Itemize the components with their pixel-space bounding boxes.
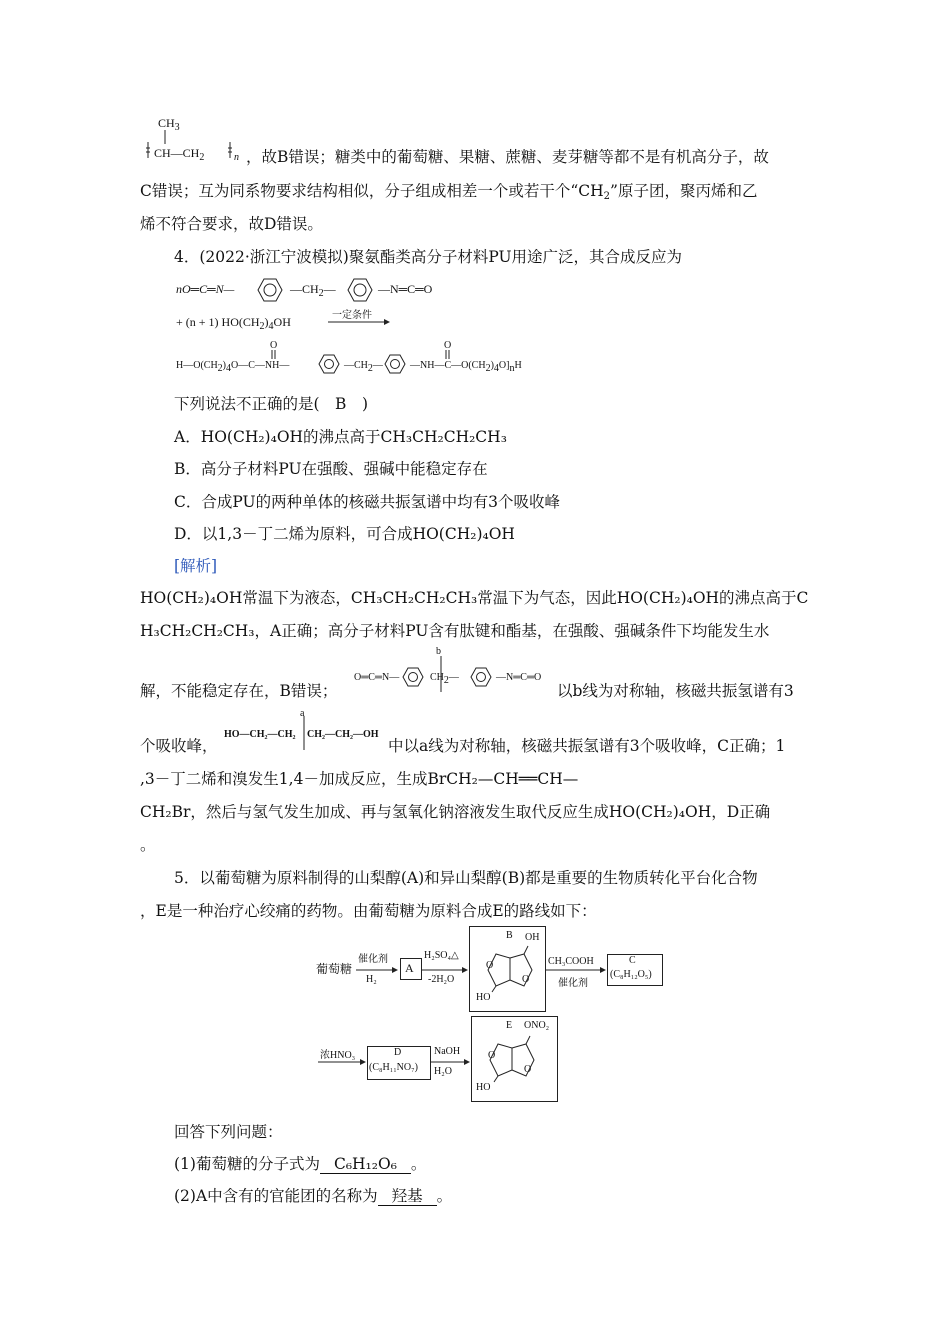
symmetry-label-a: a — [300, 708, 305, 719]
struct-b-mid: $CH_2—$ — [430, 672, 459, 686]
eq1-start: nO═C═N— — [176, 282, 235, 296]
scheme-arrow-5 — [430, 1058, 470, 1066]
analysis-line2: H₃CH₂CH₂CH₃，A正确；高分子材料PU含有肽键和酯基，在强酸、强碱条件下均能发生水 — [140, 622, 770, 640]
analysis-line4: 个吸收峰， — [140, 737, 218, 755]
top-line2: C错误；互为同系物要求结构相似，分子组成相差一个或若干个“$CH_2$”原子团，聚丙烯和乙 — [140, 182, 758, 202]
scheme-cat1: 催化剂 — [358, 954, 388, 965]
carbonyl-o-1: O — [270, 340, 278, 351]
q4-option-c: C．合成PU的两种单体的核磁共振氢谱中均有3个吸收峰 — [174, 493, 560, 511]
scheme-naoh: NaOH — [434, 1046, 461, 1057]
ch3-label: $CH_3$ — [158, 116, 180, 133]
analysis-line6: CH₂Br，然后与氢气发生加成、再与氢氧化钠溶液发生取代反应生成HO(CH₂)₄OH，D正确 — [140, 803, 771, 821]
analysis-label: [解析] — [174, 557, 218, 575]
eq1-end: —N═C═O — [378, 282, 433, 296]
eq2: + (n + 1) $HO(CH_2)_4OH$ — [176, 315, 291, 332]
q4-option-a: A．HO(CH₂)₄OH的沸点高于CH₃CH₂CH₂CH₃ — [174, 428, 507, 446]
scheme-hno3: 浓HNO₃ — [320, 1050, 356, 1061]
product-left: $H—O(CH_2)_4O—C—NH—$ — [176, 360, 290, 374]
scheme-e-ho: HO — [476, 1082, 491, 1093]
scheme-b-oh: OH — [525, 932, 540, 943]
symmetry-axis-a — [302, 716, 306, 750]
q5-answer-intro: 回答下列问题： — [174, 1123, 283, 1141]
analysis-line7: 。 — [140, 836, 156, 854]
benzene-ring-icon — [466, 666, 496, 688]
benzene-ring-icon — [398, 666, 428, 688]
ring-o-1: O — [486, 960, 494, 971]
struct-a-right: CH₂—CH₂—OH — [307, 729, 379, 740]
product-right: $—NH—C—O(CH_2)_4O]_nH$ — [410, 360, 522, 374]
scheme-cat2: 催化剂 — [558, 978, 588, 989]
ring-o-3: O — [488, 1050, 496, 1061]
scheme-c: C — [629, 955, 636, 966]
q4-question: 下列说法不正确的是( B ) — [174, 395, 368, 413]
analysis-line3b: 以b线为对称轴，核磁共振氢谱有3 — [557, 682, 794, 700]
scheme-a: A — [405, 961, 414, 975]
scheme-arrow-4 — [318, 1058, 366, 1066]
scheme-arrow-1 — [356, 966, 398, 974]
symmetry-label-b: b — [436, 646, 441, 657]
q5-sub1: (1)葡萄糖的分子式为 C₆H₁₂O₆ 。 — [174, 1155, 427, 1173]
benzene-ring-icon — [380, 353, 410, 375]
top-line1: ，故B错误；糖类中的葡萄糖、果糖、蔗糖、麦芽糖等都不是有机高分子，故 — [246, 148, 769, 166]
benzene-ring-icon — [250, 276, 290, 304]
scheme-e: E — [506, 1020, 513, 1031]
struct-a-left: HO—CH₂—CH₂ — [224, 729, 296, 740]
top-line3: 烯不符合要求，故D错误。 — [140, 215, 323, 233]
scheme-arrow-3 — [546, 966, 606, 974]
q5-stem1: 5．以葡萄糖为原料制得的山梨醇(A)和异山梨醇(B)都是重要的生物质转化平台化合物 — [174, 869, 758, 887]
analysis-line5: ,3－丁二烯和溴发生1,4－加成反应，生成BrCH₂—CH══CH— — [140, 770, 579, 788]
scheme-e-ono2: ONO₂ — [524, 1020, 550, 1031]
scheme-b: B — [506, 930, 513, 941]
carbonyl-bonds — [270, 350, 470, 360]
polymer-n: n — [234, 152, 239, 163]
analysis-line4b: 中以a线为对称轴，核磁共振氢谱有3个吸收峰，C正确；1 — [388, 737, 786, 755]
analysis-line3: 解，不能稳定存在，B错误； — [140, 682, 338, 700]
scheme-h2so4: H₂SO₄△ — [424, 950, 459, 961]
scheme-h2o: H₂O — [434, 1066, 452, 1077]
q5-stem2: ，E是一种治疗心绞痛的药物。由葡萄糖为原料合成E的路线如下： — [140, 902, 597, 920]
scheme-b-ho: HO — [476, 992, 491, 1003]
benzene-ring-icon — [340, 276, 380, 304]
analysis-line1: HO(CH₂)₄OH常温下为液态，CH₃CH₂CH₂CH₃常温下为气态，因此HO(CH₂)₄OH的沸点高于C — [140, 589, 809, 607]
product-ch2: $—CH_2—$ — [344, 360, 383, 374]
q4-stem: 4．(2022·浙江宁波模拟)聚氨酯类高分子材料PU用途广泛，其合成反应为 — [174, 248, 683, 266]
benzene-ring-icon — [314, 353, 344, 375]
scheme-arrow-2 — [422, 966, 468, 974]
struct-b-right: —N═C═O — [496, 672, 542, 683]
polypropylene-chain: $CH—CH_2$ — [154, 146, 205, 163]
q4-option-d: D．以1,3－丁二烯为原料，可合成HO(CH₂)₄OH — [174, 525, 515, 543]
carbonyl-o-2: O — [444, 340, 452, 351]
sub2-answer: 羟基 — [378, 1187, 437, 1206]
scheme-c-formula: (C₈H₁₂O₅) — [610, 969, 652, 980]
scheme-h2: H₂ — [366, 974, 377, 985]
scheme-ch3cooh: CH₃COOH — [548, 956, 594, 967]
reaction-arrow — [328, 318, 390, 326]
reaction-condition: 一定条件 — [332, 310, 372, 321]
scheme-glucose: 葡萄糖 — [316, 962, 353, 976]
scheme-d: D — [394, 1047, 402, 1058]
q5-sub2: (2)A中含有的官能团的名称为 羟基 。 — [174, 1187, 453, 1205]
struct-b-left: O═C═N— — [354, 672, 400, 683]
ring-o-2: O — [522, 974, 530, 985]
eq1-ch2: $—CH_2—$ — [290, 282, 336, 299]
q4-option-b: B．高分子材料PU在强酸、强碱中能稳定存在 — [174, 460, 488, 478]
scheme-minus-water: -2H₂O — [428, 974, 455, 985]
scheme-d-formula: (C₈H₁₁NO₇) — [369, 1062, 418, 1073]
ring-o-4: O — [524, 1064, 532, 1075]
sub1-answer: C₆H₁₂O₆ — [320, 1155, 411, 1174]
